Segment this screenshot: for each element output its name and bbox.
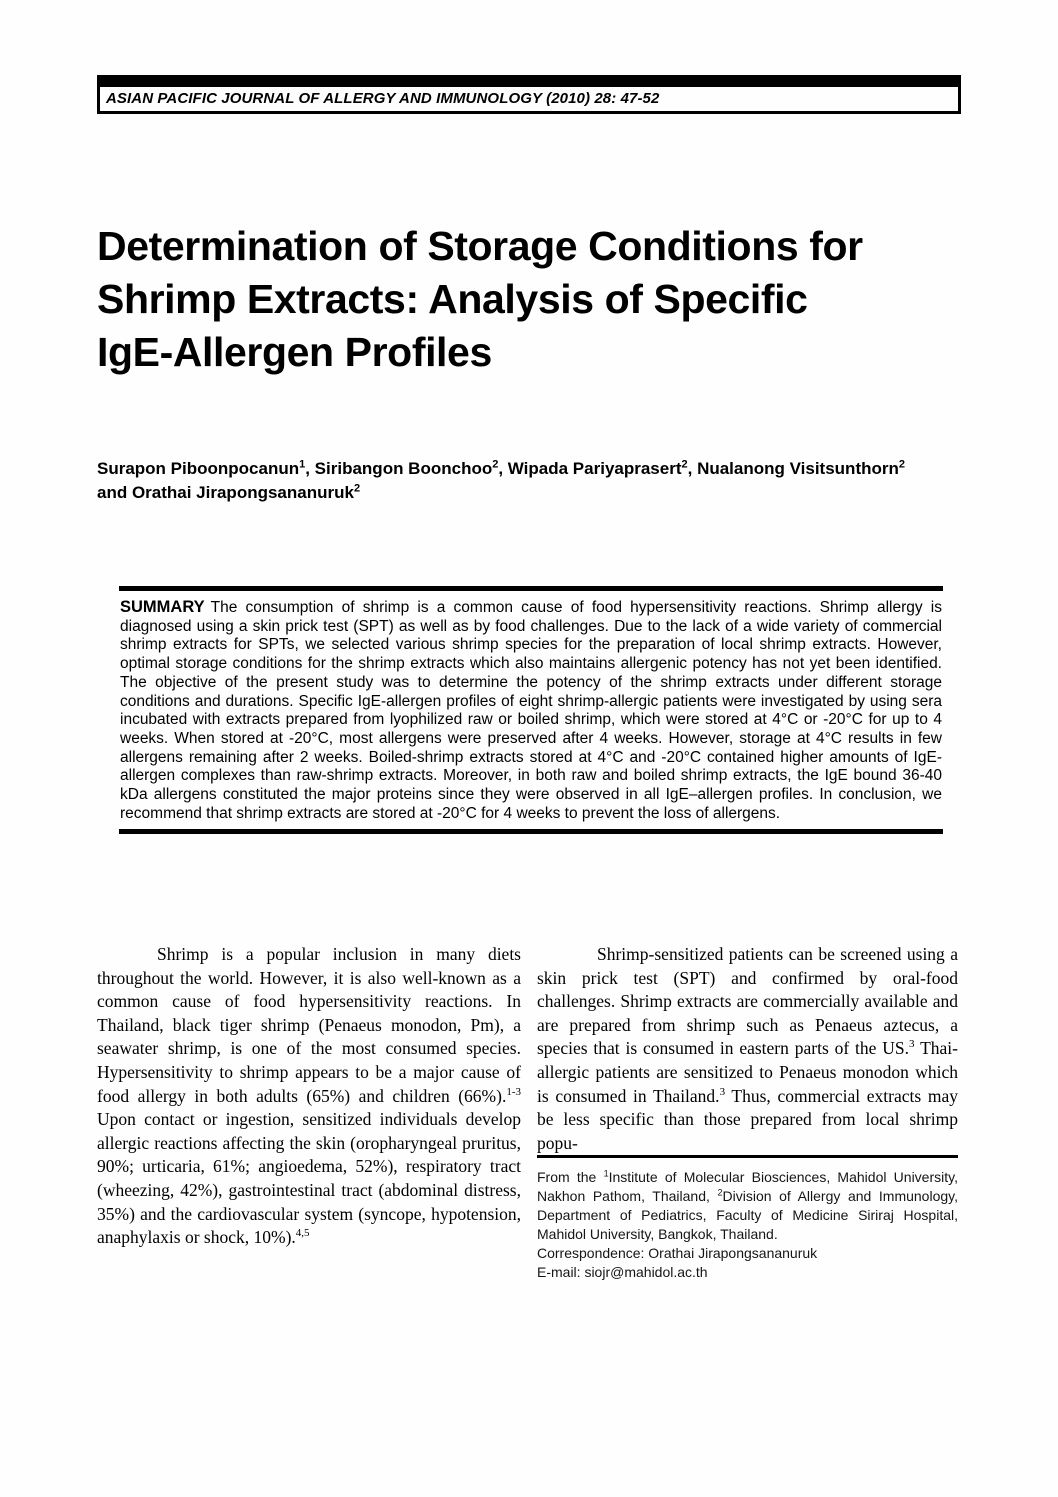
abstract-divider-top [119,586,943,591]
journal-banner [97,75,961,114]
intro-paragraph-left: Shrimp is a popular inclusion in many diets throughout the world. However, it is also well-known as a common cause of food hypersensitivity reactions. In Thailand, black tiger shrimp (Penaeus monodon, Pm), a seawater shrimp, is one of the most consumed species. Hypersensitivity to shrimp appears to be a major cause of food allergy in both adults (65%) and children (66%).$^{1-3}$ Upon contact or ingestion, sensitized individuals develop allergic reactions affecting the skin (oropharyngeal pruritus, 90%; urticaria, 61%; angioedema, 52%), respiratory tract (wheezing, 42%), gastrointestinal tract (abdominal distress, 35%) and the cardiovascular system (syncope, hypotension, anaphylaxis or shock, 10%).$^{4,5}$ [97,944,521,1248]
body-column-right [537,943,958,1155]
article-title [97,220,987,379]
summary-text: The consumption of shrimp is a common cause of food hypersensitivity reactions. Shrimp allergy is diagnosed using a skin prick test (SPT) as well as by food challenges. Due to the lack of a wide variety of commercial shrimp extracts for SPTs, we selected various shrimp species for the preparation of local shrimp extracts. However, optimal storage conditions for the shrimp extracts which also maintains allergenic potency has not yet been identified. The objective of the present study was to determine the potency of the shrimp extracts under different storage conditions and durations. Specific IgE-allergen profiles of eight shrimp-allergic patients were investigated by using sera incubated with extracts prepared from lyophilized raw or boiled shrimp, which were stored at 4°C or -20°C for up to 4 weeks. When stored at -20°C, most allergens were preserved after 4 weeks. However, storage at 4°C results in few allergens remaining after 2 weeks. Boiled-shrimp extracts stored at 4°C and -20°C contained higher amounts of IgE-allergen complexes than raw-shrimp extracts. Moreover, in both raw and boiled shrimp extracts, the IgE bound 36-40 kDa allergens constituted the major proteins since they were observed in all IgE–allergen profiles. In conclusion, we recommend that shrimp extracts are stored at -20°C for 4 weeks to prevent the loss of allergens. [120,599,942,822]
article-title-line-1: Determination of Storage Conditions for [97,223,863,269]
banner-top-bar [97,75,961,87]
footnote-divider [537,1155,958,1158]
journal-citation: ASIAN PACIFIC JOURNAL OF ALLERGY AND IMMUNOLOGY (2010) 28: 47-52 [106,90,660,107]
author-list [97,457,982,505]
footnote-block [537,1155,958,1282]
author-line-2: and Orathai Jirapongsananuruk$^2$ [97,482,361,502]
abstract-section [119,586,943,834]
article-title-line-2: Shrimp Extracts: Analysis of Specific [97,276,808,322]
summary-paragraph [120,598,942,823]
article-title-line-3: IgE-Allergen Profiles [97,329,492,375]
summary-label: SUMMARY [120,598,205,616]
body-column-left [97,943,521,1250]
correspondence-line: Correspondence: Orathai Jirapongsananuruk [537,1245,818,1261]
journal-header-box [97,87,961,114]
affiliation-note: From the $^1$Institute of Molecular Biosciences, Mahidol University, Nakhon Pathom, Thailand, $^2$Division of Allergy and Immunology, Department of Pediatrics, Faculty of Medicine Siriraj Hospital, Mahidol University, Bangkok, Thailand. [537,1168,959,1242]
email-line: E-mail: siojr@mahidol.ac.th [537,1264,708,1280]
intro-paragraph-right: Shrimp-sensitized patients can be screened using a skin prick test (SPT) and confirmed by oral-food challenges. Shrimp extracts are commercially available and are prepared from shrimp such as Penaeus aztecus, a species that is consumed in eastern parts of the US.$^3$ Thai-allergic patients are sensitized to Penaeus monodon which is consumed in Thailand.$^3$ Thus, commercial extracts may be less specific than those prepared from local shrimp popu- [537,944,959,1153]
author-line-1: Surapon Piboonpocanun$^1$, Siribangon Boonchoo$^2$, Wipada Pariyaprasert$^2$, Nualanong Visitsunthorn$^2$ [97,458,905,478]
abstract-divider-bottom [119,829,943,834]
